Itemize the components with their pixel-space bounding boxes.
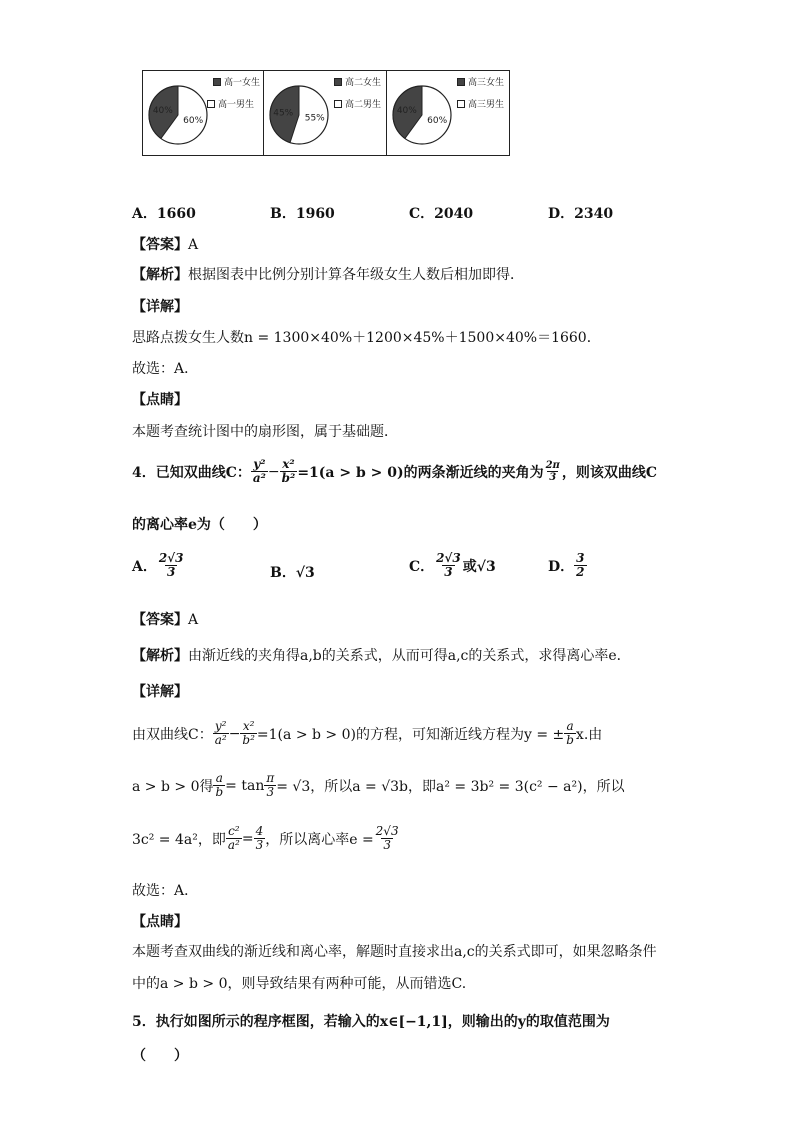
fraction-2pi-3: $\frac{2\pi}{3}$ <box>545 460 560 484</box>
q4-comment-line1: 本题考查双曲线的渐近线和离心率，解题时直接求出a,c的关系式即可，如果忽略条件 <box>132 944 657 960</box>
pie-label-female: 45% <box>273 108 294 119</box>
fraction-3-2: $\frac{3}{2}$ <box>576 551 585 580</box>
q4-option-b: B．√3 <box>270 565 315 581</box>
q4-detail-line1: 由双曲线C： $\frac{\text{y²}}{\text{a²}}$ − $\frac{\text{x²}}{\text{b²}}$ =1(a > b > 0)的方程，可知渐近线方程为y = ± $\frac{a}{b}$ x.由 <box>132 719 603 748</box>
q4-stem-line1: 4．已知双曲线C： $\frac{\text{y²}}{\text{a²}}$ − $\frac{\text{x²}}{\text{b²}}$ =1(a > b > 0)的两条渐近线的夹角为 $\frac{2\pi}{3}$ ，则该双曲线C <box>132 457 658 486</box>
q4-detail-heading: 【详解】 <box>132 684 188 700</box>
q4-answer: 【答案】A <box>132 612 199 628</box>
fraction-4-3: $\frac{4}{3}$ <box>255 824 264 853</box>
legend-female-2: 高二女生 <box>334 75 381 88</box>
fraction-a-b: $\frac{a}{b}$ <box>566 719 574 748</box>
q4-comment-heading: 【点睛】 <box>132 914 188 930</box>
legend-male-3: 高三男生 <box>457 97 504 110</box>
pie-label-male: 60% <box>183 115 204 126</box>
pie-label-male: 60% <box>427 115 448 126</box>
q3-comment-text: 本题考查统计图中的扇形图，属于基础题． <box>132 424 398 440</box>
legend-male-1: 高一男生 <box>207 97 254 110</box>
legend-male-2: 高二男生 <box>334 97 381 110</box>
q5-paren: （ ） <box>132 1048 188 1064</box>
q3-answer: 【答案】A <box>132 237 199 253</box>
pie-panel-2 <box>263 70 387 156</box>
fraction-x2-b2: $\frac{\text{x²}}{\text{b²}}$ <box>281 457 296 486</box>
legend-female-3: 高三女生 <box>457 75 504 88</box>
legend-female-1: 高一女生 <box>213 75 260 88</box>
fraction-2sqrt3-3: $\frac{2√3}{3}$ <box>158 551 184 580</box>
q3-option-b: B．1960 <box>270 206 335 222</box>
fraction-a-b-2: $\frac{a}{b}$ <box>215 771 224 800</box>
q3-option-d: D．2340 <box>548 206 614 222</box>
q5-stem: 5．执行如图所示的程序框图，若输入的x∈[−1,1]，则输出的y的取值范围为 <box>132 1014 610 1030</box>
q4-detail-line2: a > b > 0得 $\frac{a}{b}$ = tan $\frac{\pi}{3}$ = √3，所以a = √3b，即a² = 3b² = 3(c² − a²)，所以 <box>132 771 625 800</box>
fraction-2sqrt3-3-e: $\frac{2√3}{3}$ <box>375 824 399 853</box>
q3-choose: 故选：A． <box>132 361 199 377</box>
q3-detail-heading: 【详解】 <box>132 299 188 315</box>
q4-detail-line3: 3c² = 4a²，即 $\frac{\text{c²}}{\text{a²}}$ = $\frac{4}{3}$ ，所以离心率e = $\frac{2√3}{3}$ <box>132 824 399 853</box>
q4-option-c: C． $\frac{2√3}{3}$ 或√3 <box>409 551 496 580</box>
pie-panel-3 <box>386 70 510 156</box>
fraction-2sqrt3-3-c: $\frac{2√3}{3}$ <box>436 551 461 580</box>
q4-choose: 故选：A． <box>132 883 199 899</box>
q4-stem-line2: 的离心率e为（ ） <box>132 517 267 533</box>
pie-panel-1 <box>142 70 264 156</box>
fraction-pi-3: $\frac{\pi}{3}$ <box>266 771 275 800</box>
q3-comment-heading: 【点睛】 <box>132 392 188 408</box>
fraction-y2-a2-detail: $\frac{\text{y²}}{\text{a²}}$ <box>214 719 227 748</box>
q4-option-a: A． $\frac{2√3}{3}$ <box>132 551 184 580</box>
pie-label-female: 40% <box>152 106 173 117</box>
fraction-c2-a2: $\frac{\text{c²}}{\text{a²}}$ <box>227 824 240 853</box>
q4-analysis: 【解析】由渐近线的夹角得a,b的关系式，从而可得a,c的关系式，求得离心率e． <box>132 648 631 664</box>
q3-option-c: C．2040 <box>409 206 474 222</box>
pie-label-male: 55% <box>304 113 325 124</box>
fraction-x2-b2-detail: $\frac{\text{x²}}{\text{b²}}$ <box>242 719 255 748</box>
fraction-y2-a2: $\frac{\text{y²}}{\text{a²}}$ <box>252 457 266 486</box>
q4-comment-line2: 中的a > b > 0，则导致结果有两种可能，从而错选C. <box>132 976 467 992</box>
q3-analysis: 【解析】根据图表中比例分别计算各年级女生人数后相加即得． <box>132 267 524 283</box>
q3-option-a: A．1660 <box>132 206 196 222</box>
pie-label-female: 40% <box>396 106 417 117</box>
q3-detail-text: 思路点拨女生人数n = 1300×40%＋1200×45%＋1500×40%＝1660． <box>132 330 601 346</box>
q4-option-d: D． $\frac{3}{2}$ <box>548 551 585 580</box>
